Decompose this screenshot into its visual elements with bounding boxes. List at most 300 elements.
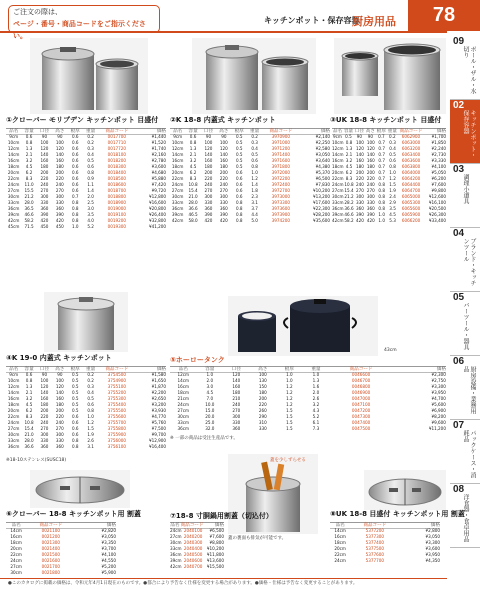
table-cell: 0.6 xyxy=(71,141,79,146)
table-cell: 18cm xyxy=(7,165,20,170)
table-cell: 24cm xyxy=(334,559,346,564)
table-cell: 22cm xyxy=(334,553,346,558)
table-cell: 3.5 xyxy=(87,213,94,218)
table-cell: 180 xyxy=(366,165,375,170)
table-cell: 240 xyxy=(55,183,64,188)
table-cell: 16cm xyxy=(171,159,184,164)
product-code-cell: 3755900 xyxy=(107,433,126,438)
table-cell: 42cm xyxy=(170,565,182,570)
product-code-cell: 3971800 xyxy=(271,165,290,170)
price-cell: ¥2,240 xyxy=(431,147,446,152)
table-cell: 9cm xyxy=(333,135,342,140)
table-cell: 0.2 xyxy=(87,379,94,384)
table-cell: 0.4 xyxy=(87,391,94,396)
table-cell: 0.5 xyxy=(235,141,243,146)
table-cell: 330 xyxy=(355,201,364,206)
table-header-cell: 商品コード xyxy=(105,367,129,372)
table-cell: 330 xyxy=(366,201,375,206)
product-code-cell: 0017700 xyxy=(107,135,126,140)
table-cell: 4.5 xyxy=(189,165,197,170)
table-cell: 90 xyxy=(221,135,227,140)
table-cell: 90 xyxy=(356,135,363,140)
price-cell: ¥3,600 xyxy=(151,165,167,170)
product-code-cell: 0021800 xyxy=(41,571,61,576)
table-cell: 14cm xyxy=(10,529,22,534)
category-label: キッチンポット・保存容器 xyxy=(264,16,360,25)
table-cell: 0.7 xyxy=(378,171,385,176)
table-cell: 36cm xyxy=(332,207,344,212)
table-cell: 270 xyxy=(219,189,228,194)
price-cell: ¥4,380 xyxy=(315,165,331,170)
table-cell: 0.8 xyxy=(87,409,94,414)
table-cell: 330 xyxy=(55,201,64,206)
table-header-cell: 価格 xyxy=(430,523,440,528)
table-cell: 0.3 xyxy=(87,147,94,152)
table-cell: 0.7 xyxy=(378,153,385,158)
tab-label: 洋食器・食卓用品 xyxy=(462,494,469,542)
table-cell: 0.8 xyxy=(235,213,243,218)
lid-hint: 蓋を少しずらせる xyxy=(270,458,306,463)
table-cell: 42cm xyxy=(7,219,20,224)
table-header-cell: 口径 xyxy=(39,129,50,134)
table-cell: 3.0 xyxy=(206,385,214,390)
side-tab[interactable] xyxy=(450,36,480,100)
table-row xyxy=(6,225,166,231)
table-header-cell: 品名 xyxy=(332,129,343,134)
table-cell: 18cm xyxy=(10,541,22,546)
price-cell: ¥9,600 xyxy=(431,421,446,426)
table-cell: 180 xyxy=(232,391,241,396)
table-cell: 2.4 xyxy=(389,195,396,200)
table-cell: 0.6 xyxy=(71,415,79,420)
side-tab[interactable] xyxy=(450,292,480,356)
table-cell: 100 xyxy=(355,141,364,146)
product-code-cell: 6062900 xyxy=(401,135,421,140)
price-cell: ¥4,100 xyxy=(101,553,116,558)
table-cell: 120 xyxy=(204,147,213,152)
table-cell: 0.5 xyxy=(71,379,79,384)
pot-image-2 xyxy=(192,38,316,114)
table-cell: 220 xyxy=(55,177,64,182)
table-cell: 4.5 xyxy=(206,391,214,396)
table-cell: 330 xyxy=(232,421,241,426)
table-cell: 14cm xyxy=(171,153,184,158)
table-cell: 100 xyxy=(55,379,64,384)
table-cell: 1.2 xyxy=(251,177,258,182)
table-header-cell: 商品コード xyxy=(399,129,423,134)
table-header-cell: 重量 xyxy=(311,367,321,372)
table-cell: 14cm xyxy=(7,153,20,158)
table-cell: 27cm xyxy=(7,427,20,432)
tab-label: キッチンポット・保存容器 xyxy=(462,110,476,158)
table-cell: 220 xyxy=(258,403,267,408)
table-header-cell: 高さ xyxy=(258,367,268,372)
table-cell: 16cm xyxy=(7,159,20,164)
table-cell: 0.6 xyxy=(71,427,79,432)
product-code-cell: 0017710 xyxy=(107,141,126,146)
table-cell: 14cm xyxy=(332,153,344,158)
table-cell: 240 xyxy=(204,183,213,188)
table-cell: 8.3 xyxy=(345,177,353,182)
table-cell: 0.2 xyxy=(251,135,258,140)
table-cell: 0.8 xyxy=(378,183,385,188)
table-cell: 0.8 xyxy=(25,141,33,146)
table-cell: 0.7 xyxy=(378,177,385,182)
table-cell: 22cm xyxy=(7,415,20,420)
table-header-cell: 高さ xyxy=(55,129,65,134)
product-code-cell: 0019200 xyxy=(107,219,126,224)
table-cell: 24cm xyxy=(7,421,20,426)
product-code-cell: 0047400 xyxy=(351,421,371,426)
price-cell: ¥2,140 xyxy=(315,135,331,140)
table-cell: 330 xyxy=(204,201,213,206)
table-cell: 33cm xyxy=(170,547,182,552)
table-cell: 36.6 xyxy=(188,207,198,212)
product-code-cell: 0019300 xyxy=(107,225,126,230)
table-cell: 4.3 xyxy=(312,409,320,414)
table-cell: 0.5 xyxy=(235,165,243,170)
table-cell: 39cm xyxy=(171,213,184,218)
table-cell: 100 xyxy=(204,141,213,146)
price-cell: ¥2,730 xyxy=(431,153,446,158)
table-cell: 0.6 xyxy=(235,171,243,176)
price-cell: ¥3,950 xyxy=(431,391,446,396)
table-cell: 270 xyxy=(55,189,64,194)
product-code-cell: 3971200 xyxy=(271,147,290,152)
table-cell: 15.5 xyxy=(24,189,34,194)
table-cell: 220 xyxy=(366,177,375,182)
table-cell: 240 xyxy=(219,183,228,188)
table-cell: 39cm xyxy=(170,559,182,564)
table-cell: 0.6 xyxy=(389,159,396,164)
table-cell: 12cm xyxy=(332,147,344,152)
table-cell: 0.5 xyxy=(345,135,352,140)
table-cell: 58.0 xyxy=(188,219,198,224)
page-number: 78 xyxy=(408,0,480,31)
table-cell: 200 xyxy=(55,171,64,176)
table-cell: 42cm xyxy=(332,219,344,224)
price-cell: ¥20,800 xyxy=(148,207,167,212)
pot-image-1 xyxy=(30,38,148,114)
table-cell: 0.6 xyxy=(71,165,79,170)
price-cell: ¥26,300 xyxy=(428,213,446,218)
product-code-cell: 0047000 xyxy=(351,397,371,402)
price-cell: ¥1,650 xyxy=(151,379,167,384)
table-cell: 1.2 xyxy=(286,403,293,408)
table-cell: 120 xyxy=(219,147,228,152)
table-cell: 360 xyxy=(40,207,49,212)
table-cell: 90 xyxy=(57,373,63,378)
table-cell: 140 xyxy=(219,153,228,158)
table-cell: 360 xyxy=(366,207,375,212)
table-cell: 6.2 xyxy=(25,409,33,414)
product-code-cell: 0019000 xyxy=(107,207,126,212)
price-cell: ¥3,050 xyxy=(425,535,440,540)
table-header-cell: 商品コード xyxy=(269,129,293,134)
table-cell: 16cm xyxy=(10,535,22,540)
table-header-cell: 重量 xyxy=(250,129,260,134)
price-cell: ¥2,820 xyxy=(101,529,116,534)
price-cell: ¥3,300 xyxy=(431,385,446,390)
price-cell: ¥16,100 xyxy=(428,201,446,206)
table-cell: 140 xyxy=(366,153,375,158)
order-note xyxy=(8,5,160,40)
table-cell: 33cm xyxy=(171,201,184,206)
table-cell: 0.6 xyxy=(25,373,33,378)
price-cell: ¥4,350 xyxy=(425,559,440,564)
table-cell: 22cm xyxy=(171,177,184,182)
table-header-cell: 重量 xyxy=(86,367,96,372)
product-code-cell: 0021400 xyxy=(41,547,61,552)
price-cell: ¥15,500 xyxy=(206,565,224,570)
table-cell: 0.5 xyxy=(235,147,243,152)
spec-table-5 xyxy=(170,366,446,433)
price-cell: ¥5,900 xyxy=(101,571,116,576)
table-cell: 15.0 xyxy=(205,409,215,414)
table-row xyxy=(6,571,116,577)
table-cell: 32.0 xyxy=(205,427,215,432)
table-cell: 0.5 xyxy=(71,397,79,402)
product-code-cell: 0018800 xyxy=(107,195,126,200)
product-code-cell: 5377600 xyxy=(365,553,385,558)
table-cell: 1.0 xyxy=(286,373,293,378)
table-cell: 270 xyxy=(40,189,49,194)
product-code-cell: 3754900 xyxy=(107,379,126,384)
table-header-cell: 容量 xyxy=(188,129,198,134)
price-cell: ¥1,440 xyxy=(151,135,167,140)
product-code-cell: 3755700 xyxy=(107,421,126,426)
tab-number: 06 xyxy=(453,356,465,367)
table-cell: 90 xyxy=(41,135,48,140)
table-cell: 2.3 xyxy=(251,195,258,200)
price-cell: ¥1,580 xyxy=(151,373,167,378)
table-cell: 0.8 xyxy=(378,195,385,200)
tab-number: 05 xyxy=(453,292,465,303)
table-cell: 2.1 xyxy=(25,391,33,396)
side-tab[interactable] xyxy=(450,356,480,420)
table-cell: 390 xyxy=(355,213,364,218)
table-cell: 450 xyxy=(40,225,49,230)
table-cell: 3.5 xyxy=(389,207,396,212)
table-header-cell: 価格 xyxy=(320,129,331,134)
product-code-cell: 6065300 xyxy=(401,201,421,206)
price-cell: ¥1,740 xyxy=(151,147,167,152)
tank-capacity-label: 43cm xyxy=(384,348,397,353)
table-cell: 360 xyxy=(204,207,213,212)
table-cell: 1.3 xyxy=(312,379,320,384)
product-code-cell: 3755800 xyxy=(107,427,126,432)
table-cell: 1.5 xyxy=(389,183,396,188)
table-cell: 420 xyxy=(219,219,228,224)
table-cell: 420 xyxy=(355,219,364,224)
table-cell: 1.3 xyxy=(345,147,353,152)
table-header-cell: 品名 xyxy=(170,523,180,528)
table-cell: 36cm xyxy=(170,553,182,558)
table-cell: 9cm xyxy=(9,373,19,378)
table-cell: 10.8 xyxy=(24,421,34,426)
tab-label: ブランド・キッチンツール xyxy=(462,238,476,286)
order-note-line1: ご注文の際は、 xyxy=(13,9,62,16)
price-cell: ¥5,600 xyxy=(431,403,446,408)
product-code-cell: 5377400 xyxy=(365,541,385,546)
table-cell: 20.0 xyxy=(205,415,215,420)
product-code-cell: 3974200 xyxy=(271,219,290,224)
product-code-cell: 3971600 xyxy=(271,159,290,164)
table-cell: 0.8 xyxy=(71,213,79,218)
table-cell: 330 xyxy=(55,439,64,444)
product-code-cell: 0018700 xyxy=(107,189,126,194)
table-cell: 100 xyxy=(40,379,49,384)
price-cell: ¥12,600 xyxy=(428,195,446,200)
table-cell: 0.6 xyxy=(87,165,94,170)
table-cell: 240 xyxy=(232,403,241,408)
price-cell: ¥5,200 xyxy=(101,565,116,570)
product-code-cell: 0021200 xyxy=(41,535,61,540)
table-cell: 18cm xyxy=(7,403,20,408)
table-cell: 36cm xyxy=(177,427,190,432)
side-tab[interactable] xyxy=(450,164,480,228)
table-cell: 33cm xyxy=(7,439,20,444)
table-header-cell: 板厚 xyxy=(234,129,244,134)
table-cell: 0.5 xyxy=(87,159,94,164)
page-footer: ●このカタログに掲載の価格は、令和元年4月1日現在のものです。●都合により予告なく仕様を変更する場合があります。●価格・仕様は予告なく変更することがあります。 xyxy=(0,578,447,588)
table-cell: 10.0 xyxy=(205,403,215,408)
table-cell: 3.1 xyxy=(251,201,258,206)
table-cell: 21cm xyxy=(177,397,190,402)
table-cell: 5.2 xyxy=(312,415,320,420)
table-cell: 8.3 xyxy=(189,177,197,182)
table-cell: 27cm xyxy=(171,189,184,194)
footnote-5: ※ 一部の商品は受注生産品です。 xyxy=(170,436,238,441)
table-cell: 3.2 xyxy=(25,159,33,164)
table-cell: 220 xyxy=(40,177,49,182)
tab-label: パックケース・消耗品 xyxy=(462,430,476,478)
price-cell: ¥33,400 xyxy=(428,219,446,224)
table-cell: 390 xyxy=(366,213,375,218)
product-code-cell: 3972700 xyxy=(271,189,290,194)
table-cell: 160 xyxy=(40,397,49,402)
product-code-cell: 2040500 xyxy=(183,553,203,558)
lid-image-6 xyxy=(30,470,130,508)
table-cell: 22cm xyxy=(10,553,22,558)
table-cell: 390 xyxy=(55,213,64,218)
table-cell: 180 xyxy=(40,403,49,408)
table-header-cell: 価格 xyxy=(156,367,167,372)
table-cell: 330 xyxy=(258,427,267,432)
table-cell: 0.7 xyxy=(378,165,385,170)
table-cell: 0.8 xyxy=(71,207,79,212)
header-rule xyxy=(0,31,447,33)
table-cell: 0.7 xyxy=(71,195,79,200)
price-cell: ¥16,400 xyxy=(148,445,167,450)
price-cell: ¥20,500 xyxy=(428,207,446,212)
table-cell: 420 xyxy=(366,219,375,224)
product-code-cell: 0047500 xyxy=(351,427,371,432)
table-cell: 45cm xyxy=(7,225,20,230)
table-row xyxy=(330,559,440,565)
table-cell: 180 xyxy=(355,165,364,170)
table-cell: 0.6 xyxy=(87,403,94,408)
table-cell: 1.0 xyxy=(378,213,385,218)
table-cell: 420 xyxy=(55,219,64,224)
table-cell: 27cm xyxy=(170,535,182,540)
table-cell: 0.6 xyxy=(251,159,258,164)
table-cell: 0.6 xyxy=(71,177,79,182)
product-code-cell: 3973600 xyxy=(271,207,290,212)
price-cell: ¥17,600 xyxy=(312,201,331,206)
side-tab[interactable] xyxy=(450,228,480,292)
table-cell: 180 xyxy=(219,165,228,170)
price-cell: ¥4,100 xyxy=(431,165,446,170)
spec-table-6 xyxy=(6,522,116,577)
table-cell: 28.0 xyxy=(188,201,198,206)
table-cell: 16cm xyxy=(334,535,346,540)
table-header-cell: 商品コード xyxy=(363,523,387,528)
table-cell: 1.2 xyxy=(286,385,293,390)
price-cell: ¥5,370 xyxy=(315,171,331,176)
product-code-cell: 3970900 xyxy=(271,135,290,140)
price-cell: ¥6,500 xyxy=(315,177,331,182)
price-cell: ¥8,200 xyxy=(431,415,446,420)
table-cell: 12cm xyxy=(171,147,184,152)
table-cell: 4.4 xyxy=(251,213,258,218)
table-cell: 140 xyxy=(232,379,241,384)
product-code-cell: 3973300 xyxy=(271,201,290,206)
table-cell: 2.9 xyxy=(389,201,396,206)
price-cell: ¥2,800 xyxy=(425,529,440,534)
table-cell: 4.5 xyxy=(389,213,396,218)
side-tab[interactable] xyxy=(450,420,480,484)
table-cell: 160 xyxy=(55,159,64,164)
table-cell: 300 xyxy=(219,195,228,200)
table-cell: 140 xyxy=(40,153,49,158)
table-cell: 180 xyxy=(55,403,64,408)
table-cell: 330 xyxy=(40,201,49,206)
spec-table-7 xyxy=(170,522,224,571)
enamel-tank-image xyxy=(228,296,378,356)
product-code-cell: 5377200 xyxy=(365,529,385,534)
table-cell: 140 xyxy=(204,153,213,158)
side-tab-active[interactable] xyxy=(450,100,480,164)
table-cell: 10cm xyxy=(7,379,20,384)
price-cell: ¥10,200 xyxy=(312,189,331,194)
price-cell: ¥35,600 xyxy=(312,219,331,224)
product-code-cell: 6063400 xyxy=(401,153,421,158)
table-cell: 0.6 xyxy=(71,433,79,438)
product-code-cell: 6065000 xyxy=(401,195,421,200)
table-cell: 0.6 xyxy=(71,147,79,152)
price-cell: ¥6,200 xyxy=(431,177,446,182)
table-cell: 120 xyxy=(232,373,241,378)
table-cell: 22cm xyxy=(332,177,344,182)
table-cell: 200 xyxy=(355,171,364,176)
table-cell: 16cm xyxy=(332,159,344,164)
price-cell: ¥3,200 xyxy=(151,403,167,408)
table-cell: 270 xyxy=(366,189,375,194)
price-cell: ¥12,900 xyxy=(148,439,167,444)
price-cell: ¥3,950 xyxy=(425,553,440,558)
table-cell: 36.5 xyxy=(24,207,34,212)
price-cell: ¥10,200 xyxy=(206,547,224,552)
table-cell: 140 xyxy=(355,153,364,158)
table-cell: 46.6 xyxy=(24,213,34,218)
tab-number: 08 xyxy=(453,484,465,495)
price-cell: ¥12,800 xyxy=(148,195,167,200)
table-cell: 3.0 xyxy=(87,207,94,212)
table-cell: 0.7 xyxy=(378,135,385,140)
table-cell: 33cm xyxy=(332,201,344,206)
table-cell: 0.8 xyxy=(235,219,243,224)
